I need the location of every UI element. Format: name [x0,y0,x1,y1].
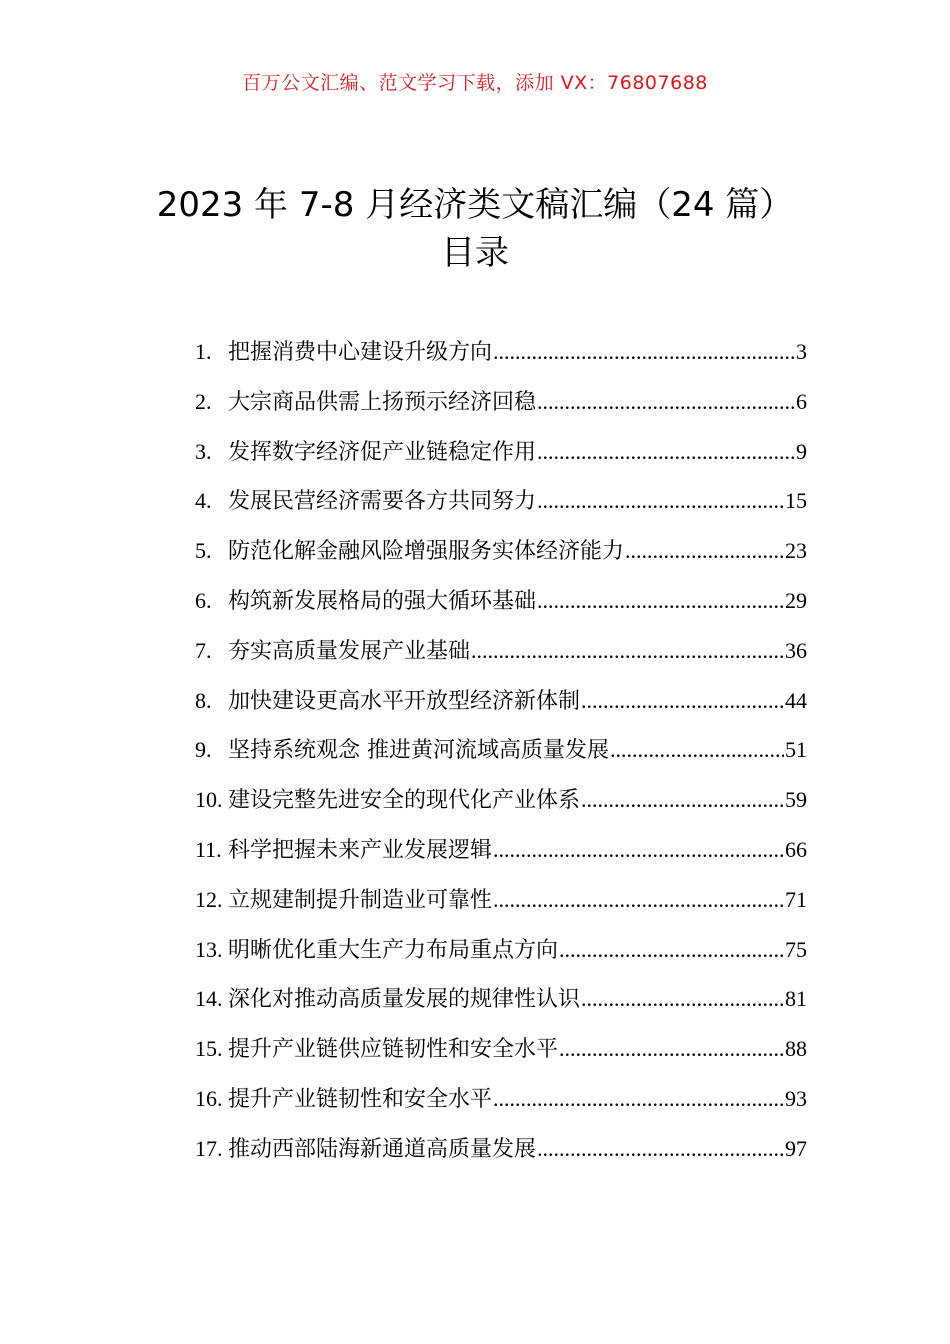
toc-leader-dots [610,730,784,770]
toc-entry-number: 12. [195,886,223,912]
toc-entry-number: 11. [195,836,222,862]
toc-leader-dots [493,830,784,870]
toc-entry[interactable] [195,481,807,531]
toc-leader-dots [471,631,784,671]
toc-entry-page: 75 [785,936,807,962]
toc-leader-dots [537,432,795,472]
toc-entry-title: 立规建制提升制造业可靠性 [228,887,493,913]
toc-heading: 目录 [441,233,509,273]
toc-entry[interactable] [195,930,807,980]
document-title: 2023 年 7-8 月经济类文稿汇编（24 篇） [156,185,794,225]
toc-entry-number: 1. [195,339,212,364]
toc-entry-page: 66 [785,836,807,862]
toc-entry-number: 9. [195,737,212,763]
toc-entry[interactable] [195,880,807,930]
toc-entry[interactable] [195,1129,807,1179]
toc-entry[interactable] [195,631,807,681]
toc-entry-number: 16. [195,1085,223,1111]
toc-entry-title: 发展民营经济需要各方共同努力 [228,489,537,515]
toc-entry-page: 81 [785,986,807,1012]
toc-entry-number: 17. [195,1135,223,1161]
toc-leader-dots [537,382,795,422]
toc-entry[interactable] [195,979,807,1029]
toc-entry-page: 71 [785,886,807,912]
toc-entry-number: 14. [195,986,223,1012]
toc-entry[interactable] [195,1029,807,1079]
toc-entry-title: 科学把握未来产业发展逻辑 [228,837,493,863]
toc-entry-number: 6. [195,587,212,613]
toc-entry-page: 44 [785,687,807,713]
toc-entry-number: 8. [195,687,212,713]
toc-entry-title: 把握消费中心建设升级方向 [228,340,493,365]
toc-entry-number: 7. [195,637,212,663]
toc-entry-number: 5. [195,538,212,564]
table-of-contents [195,332,807,1179]
toc-entry-page: 59 [785,787,807,813]
toc-entry-page: 6 [796,388,807,414]
toc-entry-title: 坚持系统观念 推进黄河流域高质量发展 [228,738,609,764]
toc-leader-dots [581,979,784,1019]
toc-entry-number: 13. [195,936,223,962]
toc-entry[interactable] [195,581,807,631]
toc-entry[interactable] [195,432,807,482]
toc-entry[interactable] [195,531,807,581]
toc-entry-title: 建设完整先进安全的现代化产业体系 [228,788,581,814]
toc-entry-title: 构筑新发展格局的强大循环基础 [228,588,537,614]
toc-entry[interactable] [195,780,807,830]
toc-entry-page: 15 [785,488,807,514]
toc-entry-number: 15. [195,1036,223,1062]
toc-entry-number: 4. [195,488,212,514]
toc-entry[interactable] [195,830,807,880]
toc-entry[interactable] [195,382,807,432]
header-watermark-text: 百万公文汇编、范文学习下载，添加 VX：76807688 [242,72,708,94]
toc-entry[interactable] [195,730,807,780]
toc-entry-page: 29 [785,587,807,613]
toc-entry-title: 夯实高质量发展产业基础 [228,638,471,664]
toc-entry-number: 3. [195,438,212,464]
toc-leader-dots [581,681,784,721]
toc-leader-dots [493,1079,784,1119]
toc-leader-dots [493,880,784,920]
toc-entry[interactable] [195,681,807,731]
toc-entry-title: 深化对推动高质量发展的规律性认识 [228,987,581,1013]
toc-entry[interactable] [195,1079,807,1129]
toc-leader-dots [559,930,784,970]
toc-entry-title: 明晰优化重大生产力布局重点方向 [228,937,559,963]
toc-leader-dots [493,332,795,372]
toc-entry-title: 防范化解金融风险增强服务实体经济能力 [228,539,625,565]
toc-entry-title: 推动西部陆海新通道高质量发展 [228,1136,537,1162]
toc-entry-page: 51 [785,737,807,763]
toc-entry[interactable] [195,332,807,382]
toc-leader-dots [537,581,784,621]
toc-entry-page: 3 [796,339,807,364]
toc-entry-title: 提升产业链韧性和安全水平 [228,1086,493,1112]
toc-entry-page: 23 [785,538,807,564]
toc-leader-dots [559,1029,784,1069]
toc-entry-title: 发挥数字经济促产业链稳定作用 [228,439,537,465]
toc-entry-title: 加快建设更高水平开放型经济新体制 [228,688,581,714]
toc-leader-dots [537,481,784,521]
toc-leader-dots [581,780,784,820]
toc-entry-page: 9 [796,438,807,464]
toc-entry-page: 93 [785,1085,807,1111]
toc-entry-title: 提升产业链供应链韧性和安全水平 [228,1037,559,1063]
toc-entry-page: 88 [785,1036,807,1062]
toc-leader-dots [625,531,784,571]
toc-entry-page: 97 [785,1135,807,1161]
toc-entry-number: 10. [195,787,223,813]
toc-entry-title: 大宗商品供需上扬预示经济回稳 [228,389,537,415]
toc-entry-page: 36 [785,637,807,663]
toc-entry-number: 2. [195,388,212,414]
toc-leader-dots [537,1129,784,1169]
